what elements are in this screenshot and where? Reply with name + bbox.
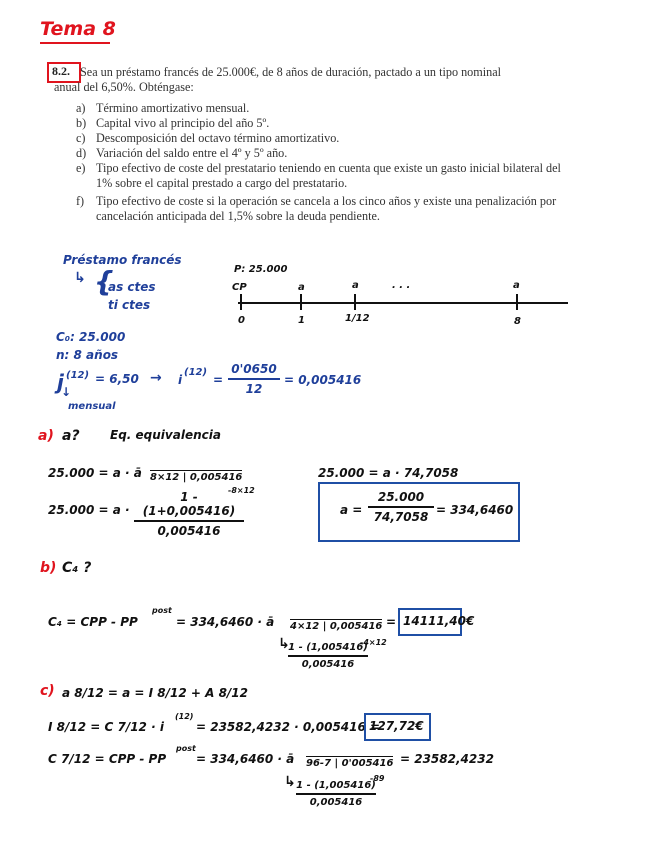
item-b: b) Capital vivo al principio del año 5º.	[76, 116, 270, 130]
part-c-line1: a 8/12 = a = I 8/12 + A 8/12	[62, 686, 249, 700]
j-arrow-icon: →	[150, 370, 162, 386]
part-c-result: 127,72€	[369, 719, 424, 733]
part-b-fraction: 1 - (1,005416) 0,005416	[288, 642, 368, 670]
part-c-arrow-icon: ↳	[284, 774, 296, 790]
item-a: a) Término amortizativo mensual.	[76, 101, 250, 115]
j12-value: = 6,50	[95, 372, 139, 386]
i12-symbol: i	[178, 373, 183, 387]
part-c-line3-left: C 7/12 = CPP - PP	[48, 752, 167, 766]
item-f: f) Tipo efectivo de coste si la operación se cancela a los cinco años y existe una penalización por cancelación anticipada del 1,5% sobre la deuda pendiente.	[76, 194, 557, 223]
timeline-label-8: 8	[514, 316, 521, 327]
part-c-line3-sub: 96-7 | 0'005416	[306, 758, 394, 769]
part-b-question: C₄ ?	[62, 560, 92, 576]
timeline-dots: . . .	[392, 280, 411, 291]
timeline-a1: a	[298, 282, 305, 293]
statement-line-2: anual del 6,50%. Obténgase:	[54, 80, 194, 94]
timeline-tick-112	[354, 294, 356, 310]
item-c: c) Descomposición del octavo término amortizativo.	[76, 131, 340, 145]
statement-line-1: Sea un préstamo francés de 25.000€, de 8 años de duración, pactado a un tipo nominal	[80, 65, 502, 79]
timeline-tick-8	[516, 294, 518, 310]
timeline-a2: a	[352, 280, 359, 291]
timeline-label-112: 1/12	[345, 313, 370, 324]
part-c-line2-sup: (12)	[175, 712, 194, 721]
part-c-line3-result: = 23582,4232	[400, 752, 494, 766]
part-b-eq-mid: = 334,6460 · ā	[176, 615, 275, 629]
part-c-line3-sup: post	[176, 744, 196, 753]
timeline-label-1: 1	[298, 315, 305, 326]
ti-ctes-label: ti ctes	[108, 298, 151, 312]
part-a-result-left: a =	[340, 503, 363, 517]
i12-result: = 0,005416	[284, 373, 362, 387]
timeline-label-0: 0	[238, 315, 245, 326]
part-a-eq2-fraction: 1 - (1+0,005416) 0,005416	[134, 490, 244, 538]
timeline-tick-1	[300, 294, 302, 310]
part-b-eq-sup: post	[152, 606, 172, 615]
part-b-eq-equals: =	[386, 615, 397, 629]
i12-eq: =	[213, 373, 224, 387]
part-a-eq1-sub: 8×12 | 0,005416	[150, 472, 243, 483]
part-c-fraction-exp: -89	[370, 774, 385, 783]
part-b-eq-sub: 4×12 | 0,005416	[290, 621, 383, 632]
part-c-label: c)	[40, 683, 55, 699]
part-b-eq-left: C₄ = CPP - PP	[48, 615, 138, 629]
j12-symbol: j	[57, 370, 64, 394]
part-c-line2-mid: = 23582,4232 · 0,005416 =	[196, 720, 381, 734]
part-b-fraction-exp: -4×12	[360, 638, 387, 647]
i12-sup: (12)	[184, 367, 208, 378]
part-c-line2-left: I 8/12 = C 7/12 · i	[48, 720, 164, 734]
part-b-result: 14111,40€	[403, 614, 475, 628]
part-a-result-value: = 334,6460	[436, 503, 514, 517]
part-b-label: b)	[40, 560, 57, 576]
c0-value: C₀: 25.000	[56, 330, 126, 344]
part-c-line3-mid: = 334,6460 · ā	[196, 752, 295, 766]
problem-number: 8.2.	[52, 64, 70, 78]
title-underline	[40, 42, 110, 44]
part-a-eq3: 25.000 = a · 74,7058	[318, 466, 459, 480]
i12-fraction: 0'0650 12	[228, 362, 280, 396]
part-b-arrow-icon: ↳	[278, 636, 290, 652]
n-value: n: 8 años	[56, 348, 119, 362]
timeline-p-label: P: 25.000	[234, 264, 288, 275]
page-title: Tema 8	[40, 18, 116, 40]
part-a-eq1-left: 25.000 = a · ā	[48, 466, 142, 480]
timeline-cp: CP	[232, 282, 247, 293]
mensual-label: mensual	[68, 401, 116, 412]
down-arrow-icon: ↓	[61, 385, 72, 399]
part-a-eq2-left: 25.000 = a ·	[48, 503, 130, 517]
part-a-result-fraction: 25.000 74,7058	[368, 490, 434, 524]
timeline-a3: a	[513, 280, 520, 291]
part-a-question: a?	[62, 428, 80, 444]
arrow-icon: ↳	[74, 270, 86, 286]
part-a-label: a)	[38, 428, 54, 444]
prestamo-frances-label: Préstamo francés	[63, 253, 182, 267]
part-a-heading: Eq. equivalencia	[110, 428, 221, 442]
item-e: e) Tipo efectivo de coste del prestatario teniendo en cuenta que existe un gasto inicial bilateral del 1% sobre el capital prestado a cargo del prestatario.	[76, 161, 561, 190]
part-c-fraction: 1 - (1,005416) 0,005416	[296, 780, 376, 808]
as-ctes-label: as ctes	[108, 280, 156, 294]
brace-icon: {	[94, 265, 114, 298]
item-d: d) Variación del saldo entre el 4º y 5º año.	[76, 146, 288, 160]
part-a-eq2-exp: -8×12	[228, 486, 255, 495]
timeline-axis	[238, 302, 568, 304]
j12-sup: (12)	[66, 370, 90, 381]
timeline-tick-0	[240, 294, 242, 310]
